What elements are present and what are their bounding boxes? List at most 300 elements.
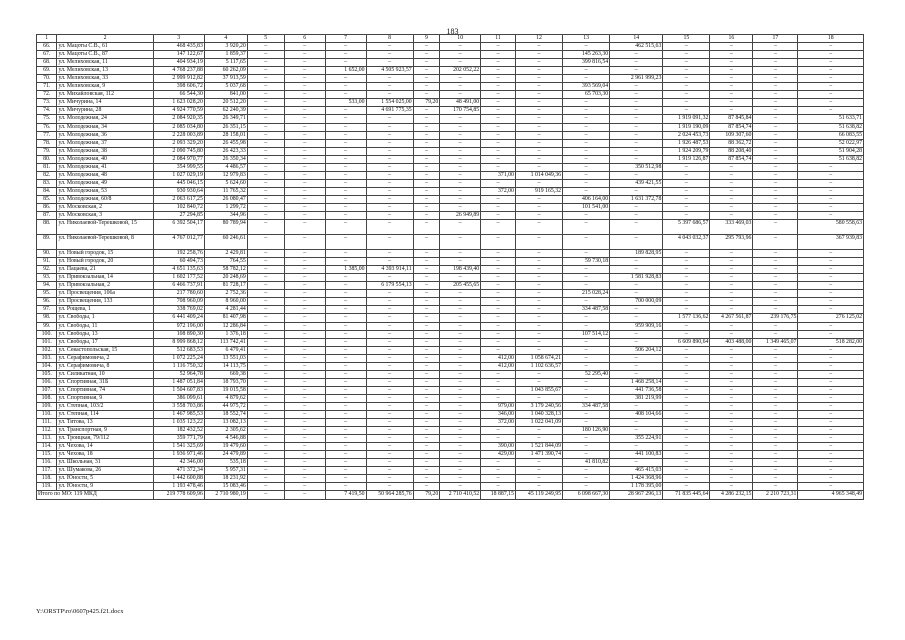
table-cell: –: [663, 274, 710, 282]
table-cell: –: [753, 467, 798, 475]
table-cell: –: [440, 131, 481, 139]
table-cell: –: [663, 43, 710, 51]
table-cell: –: [563, 483, 610, 491]
table-cell: 19 015,58: [204, 386, 247, 394]
table-cell: –: [440, 220, 481, 235]
table-cell: –: [284, 491, 325, 499]
table-cell: –: [413, 147, 440, 155]
table-cell: –: [413, 195, 440, 203]
table-row: [37, 203, 864, 211]
table-cell: 2 085 034,80: [153, 123, 204, 131]
table-cell: 114.: [37, 443, 57, 451]
table-cell: 51 638,82: [798, 155, 864, 163]
table-cell: –: [610, 235, 663, 250]
table-cell: –: [325, 195, 366, 203]
table-cell: –: [798, 435, 864, 443]
table-cell: ул. Титова, 13: [57, 419, 153, 427]
table-cell: –: [753, 43, 798, 51]
table-cell: –: [413, 258, 440, 266]
table-cell: 26 349,71: [204, 115, 247, 123]
table-row: [37, 212, 864, 220]
table-cell: –: [325, 330, 366, 338]
table-cell: –: [798, 370, 864, 378]
table-cell: –: [710, 212, 753, 220]
table-cell: –: [515, 235, 562, 250]
table-cell: –: [710, 179, 753, 187]
table-cell: –: [366, 274, 413, 282]
table-cell: 44 975,72: [204, 402, 247, 410]
table-cell: –: [413, 443, 440, 451]
table-cell: –: [247, 212, 284, 220]
table-cell: 1 058 674,21: [515, 354, 562, 362]
table-cell: 1 102 636,57: [515, 362, 562, 370]
table-cell: –: [481, 467, 516, 475]
table-cell: –: [440, 306, 481, 314]
table-cell: –: [325, 131, 366, 139]
table-cell: –: [610, 443, 663, 451]
table-cell: –: [610, 99, 663, 107]
table-cell: –: [247, 43, 284, 51]
table-cell: 406 164,00: [563, 195, 610, 203]
table-cell: –: [798, 306, 864, 314]
table-cell: –: [563, 322, 610, 330]
table-cell: –: [284, 322, 325, 330]
table-cell: –: [440, 459, 481, 467]
table-cell: –: [247, 419, 284, 427]
table-row: [37, 419, 864, 427]
table-cell: –: [663, 475, 710, 483]
table-row: [37, 171, 864, 179]
table-cell: –: [247, 171, 284, 179]
table-cell: –: [753, 179, 798, 187]
table-cell: –: [515, 467, 562, 475]
table-cell: –: [515, 459, 562, 467]
table-cell: –: [440, 155, 481, 163]
table-cell: 111.: [37, 419, 57, 427]
table-cell: –: [663, 443, 710, 451]
table-cell: 90.: [37, 250, 57, 258]
table-cell: –: [663, 306, 710, 314]
table-cell: ул. Шумакова, 26: [57, 467, 153, 475]
table-cell: –: [563, 212, 610, 220]
table-cell: 2 999 912,82: [153, 75, 204, 83]
table-cell: 441 736,58: [610, 386, 663, 394]
table-cell: 26 455,98: [204, 139, 247, 147]
table-row: [37, 402, 864, 410]
table-cell: 79,20: [413, 491, 440, 499]
table-cell: –: [798, 107, 864, 115]
table-cell: –: [663, 258, 710, 266]
table-cell: –: [366, 298, 413, 306]
table-cell: ул. Рощева, 1: [57, 306, 153, 314]
table-cell: –: [798, 411, 864, 419]
table-cell: 6 466 737,91: [153, 282, 204, 290]
table-cell: ул. Юности, 5: [57, 475, 153, 483]
table-cell: –: [515, 179, 562, 187]
table-cell: –: [413, 43, 440, 51]
table-cell: 113.: [37, 435, 57, 443]
table-cell: 98.: [37, 314, 57, 322]
table-cell: 1 424 368,96: [610, 475, 663, 483]
table-cell: 2 710 410,52: [440, 491, 481, 499]
table-cell: –: [440, 75, 481, 83]
table-row: [37, 107, 864, 115]
table-row: [37, 266, 864, 274]
table-cell: –: [563, 139, 610, 147]
table-cell: –: [413, 107, 440, 115]
table-cell: –: [515, 250, 562, 258]
table-cell: –: [610, 282, 663, 290]
table-cell: –: [325, 147, 366, 155]
table-cell: ул. Просвещения, 133: [57, 298, 153, 306]
table-cell: –: [284, 427, 325, 435]
table-cell: 4: [204, 35, 247, 43]
table-cell: 346,00: [481, 411, 516, 419]
table-cell: 8 999 868,12: [153, 338, 204, 346]
table-cell: –: [366, 411, 413, 419]
table-cell: –: [325, 75, 366, 83]
table-cell: –: [325, 155, 366, 163]
table-cell: 18 887,15: [481, 491, 516, 499]
table-row: [37, 91, 864, 99]
table-cell: 1 385,00: [325, 266, 366, 274]
table-cell: –: [753, 370, 798, 378]
table-cell: –: [710, 282, 753, 290]
table-cell: 24 479,89: [204, 451, 247, 459]
table-row: [37, 451, 864, 459]
table-cell: –: [325, 346, 366, 354]
table-cell: –: [753, 147, 798, 155]
table-cell: –: [247, 314, 284, 322]
table-cell: 2 084 970,77: [153, 155, 204, 163]
table-cell: 2 063 617,25: [153, 195, 204, 203]
table-cell: 86.: [37, 203, 57, 211]
table-cell: –: [481, 338, 516, 346]
table-cell: 4 879,62: [204, 394, 247, 402]
table-cell: –: [515, 338, 562, 346]
table-cell: –: [753, 386, 798, 394]
table-cell: –: [481, 330, 516, 338]
table-cell: 80 789,94: [204, 220, 247, 235]
table-cell: 512 683,53: [153, 346, 204, 354]
table-cell: –: [515, 131, 562, 139]
table-cell: 338 769,02: [153, 306, 204, 314]
table-cell: –: [515, 203, 562, 211]
table-cell: –: [413, 123, 440, 131]
table-cell: –: [284, 123, 325, 131]
table-cell: 2 093 329,20: [153, 139, 204, 147]
table-cell: 1 652,00: [325, 67, 366, 75]
table-cell: 105.: [37, 370, 57, 378]
table-cell: ул. Свободы, 1: [57, 314, 153, 322]
table-cell: 17: [753, 35, 798, 43]
table-cell: –: [563, 155, 610, 163]
table-cell: –: [284, 187, 325, 195]
table-cell: 1 521 844,09: [515, 443, 562, 451]
table-cell: 219 778 609,96: [153, 491, 204, 499]
table-cell: 118.: [37, 475, 57, 483]
table-cell: –: [413, 212, 440, 220]
table-cell: –: [440, 322, 481, 330]
table-cell: –: [247, 203, 284, 211]
table-cell: –: [753, 435, 798, 443]
table-row: [37, 51, 864, 59]
table-cell: –: [413, 91, 440, 99]
table-cell: –: [284, 163, 325, 171]
table-row: [37, 139, 864, 147]
table-cell: –: [610, 107, 663, 115]
table-cell: –: [284, 43, 325, 51]
table-cell: ул. Серафимовича, 8: [57, 362, 153, 370]
table-cell: 465 415,03: [610, 467, 663, 475]
table-cell: 381 219,99: [610, 394, 663, 402]
table-row: [37, 483, 864, 491]
table-cell: –: [440, 179, 481, 187]
table-cell: 59 730,18: [563, 258, 610, 266]
table-cell: –: [663, 75, 710, 83]
table-cell: –: [563, 298, 610, 306]
table-cell: 8: [366, 35, 413, 43]
table-cell: –: [247, 298, 284, 306]
table-cell: 4 546,88: [204, 435, 247, 443]
table-cell: –: [366, 346, 413, 354]
table-cell: –: [284, 139, 325, 147]
table-cell: –: [325, 338, 366, 346]
table-cell: –: [284, 483, 325, 491]
table-cell: –: [753, 123, 798, 131]
table-cell: –: [440, 51, 481, 59]
table-cell: –: [284, 330, 325, 338]
table-cell: 71 835 445,64: [663, 491, 710, 499]
table-cell: –: [247, 258, 284, 266]
table-cell: –: [798, 187, 864, 195]
table-cell: –: [413, 220, 440, 235]
table-cell: –: [366, 139, 413, 147]
table-cell: 18 231,92: [204, 475, 247, 483]
table-cell: 52 964,78: [153, 370, 204, 378]
table-cell: 2 024 453,73: [663, 131, 710, 139]
table-cell: 6 609 890,64: [663, 338, 710, 346]
table-cell: –: [413, 451, 440, 459]
table-cell: –: [515, 163, 562, 171]
table-cell: 96.: [37, 298, 57, 306]
table-cell: –: [325, 483, 366, 491]
table-cell: –: [440, 235, 481, 250]
table-cell: ул. Молодежная, 48: [57, 171, 153, 179]
table-cell: –: [798, 99, 864, 107]
table-cell: –: [284, 451, 325, 459]
table-row: [37, 354, 864, 362]
table-row: [37, 59, 864, 67]
table-cell: –: [440, 435, 481, 443]
table-cell: 79,20: [413, 99, 440, 107]
table-cell: 398 606,72: [153, 83, 204, 91]
table-cell: 11: [481, 35, 516, 43]
table-cell: 81 407,98: [204, 314, 247, 322]
table-cell: –: [753, 235, 798, 250]
table-cell: 42 346,00: [153, 459, 204, 467]
table-cell: –: [413, 155, 440, 163]
table-cell: 1 602 177,52: [153, 274, 204, 282]
table-cell: –: [663, 435, 710, 443]
table-cell: 239 176,75: [753, 314, 798, 322]
table-cell: 4 651 135,63: [153, 266, 204, 274]
table-cell: 1 299,72: [204, 203, 247, 211]
table-cell: –: [325, 91, 366, 99]
table-cell: 700 000,09: [610, 298, 663, 306]
table-cell: –: [440, 298, 481, 306]
table-row: [37, 435, 864, 443]
table-cell: –: [610, 155, 663, 163]
table-cell: 1 581 928,83: [610, 274, 663, 282]
table-cell: 959 909,16: [610, 322, 663, 330]
table-cell: –: [798, 266, 864, 274]
table-cell: 18 552,74: [204, 411, 247, 419]
table-cell: 764,55: [204, 258, 247, 266]
table-cell: 445 046,15: [153, 179, 204, 187]
table-cell: –: [247, 483, 284, 491]
table-cell: 91.: [37, 258, 57, 266]
table-cell: 85.: [37, 195, 57, 203]
table-cell: –: [366, 467, 413, 475]
table-row: [37, 83, 864, 91]
table-cell: –: [440, 43, 481, 51]
table-cell: –: [366, 235, 413, 250]
table-cell: –: [440, 83, 481, 91]
table-cell: –: [753, 322, 798, 330]
table-cell: –: [710, 467, 753, 475]
table-cell: –: [284, 386, 325, 394]
table-cell: –: [563, 67, 610, 75]
table-cell: –: [247, 459, 284, 467]
table-cell: –: [440, 338, 481, 346]
table-row: [37, 443, 864, 451]
table-cell: –: [284, 282, 325, 290]
table-cell: –: [440, 274, 481, 282]
table-cell: 60 494,73: [153, 258, 204, 266]
table-cell: –: [710, 298, 753, 306]
table-cell: –: [563, 250, 610, 258]
table-cell: –: [413, 362, 440, 370]
table-cell: –: [753, 354, 798, 362]
table-cell: 67.: [37, 51, 57, 59]
table-cell: –: [710, 435, 753, 443]
table-cell: –: [413, 51, 440, 59]
table-cell: –: [366, 370, 413, 378]
table-cell: –: [610, 314, 663, 322]
table-cell: –: [247, 354, 284, 362]
table-row: [37, 282, 864, 290]
table-cell: –: [284, 107, 325, 115]
table-cell: –: [610, 290, 663, 298]
table-cell: –: [663, 203, 710, 211]
table-cell: 3 920,20: [204, 43, 247, 51]
table-cell: –: [753, 139, 798, 147]
table-cell: –: [710, 83, 753, 91]
table-cell: 102.: [37, 346, 57, 354]
table-cell: –: [563, 411, 610, 419]
table-cell: –: [481, 195, 516, 203]
table-cell: –: [610, 306, 663, 314]
table-cell: –: [515, 212, 562, 220]
table-cell: 1 919 126,87: [663, 155, 710, 163]
table-cell: –: [247, 475, 284, 483]
table-cell: 97.: [37, 306, 57, 314]
table-cell: –: [247, 91, 284, 99]
table-cell: –: [563, 346, 610, 354]
table-cell: 51 904,28: [798, 147, 864, 155]
table-cell: –: [247, 378, 284, 386]
table-row: [37, 43, 864, 51]
table-cell: –: [325, 370, 366, 378]
total-row: [37, 491, 864, 499]
table-cell: –: [563, 475, 610, 483]
table-cell: 10: [440, 35, 481, 43]
table-cell: ул. Чехова, 14: [57, 443, 153, 451]
table-cell: 5 397 686,57: [663, 220, 710, 235]
table-cell: 28 158,01: [204, 131, 247, 139]
table-cell: –: [753, 99, 798, 107]
table-cell: –: [284, 235, 325, 250]
table-cell: –: [798, 427, 864, 435]
table-cell: –: [610, 220, 663, 235]
table-cell: –: [284, 394, 325, 402]
table-cell: –: [753, 402, 798, 410]
table-row: [37, 394, 864, 402]
table-cell: –: [366, 220, 413, 235]
table-cell: –: [663, 322, 710, 330]
table-row: [37, 179, 864, 187]
table-cell: 6: [284, 35, 325, 43]
table-cell: –: [440, 378, 481, 386]
table-cell: –: [515, 43, 562, 51]
table-cell: –: [284, 83, 325, 91]
table-cell: –: [366, 75, 413, 83]
table-cell: –: [413, 290, 440, 298]
table-cell: –: [481, 115, 516, 123]
table-cell: –: [798, 354, 864, 362]
table-cell: –: [247, 83, 284, 91]
table-header-row: [37, 35, 864, 43]
table-cell: 4 043 032,37: [663, 235, 710, 250]
table-cell: 60 262,09: [204, 67, 247, 75]
table-cell: –: [413, 378, 440, 386]
table-cell: –: [413, 411, 440, 419]
table-cell: 354 999,55: [153, 163, 204, 171]
table-cell: 359 771,79: [153, 435, 204, 443]
table-cell: –: [325, 290, 366, 298]
table-cell: –: [481, 220, 516, 235]
table-cell: –: [515, 378, 562, 386]
table-cell: –: [366, 451, 413, 459]
table-cell: –: [413, 274, 440, 282]
table-cell: 6 179 554,13: [366, 282, 413, 290]
table-cell: 972 196,00: [153, 322, 204, 330]
table-cell: –: [440, 346, 481, 354]
table-cell: 1 919 190,09: [663, 123, 710, 131]
table-cell: –: [247, 250, 284, 258]
table-cell: –: [440, 203, 481, 211]
table-cell: –: [798, 386, 864, 394]
table-cell: –: [663, 370, 710, 378]
table-cell: –: [481, 67, 516, 75]
table-cell: –: [753, 483, 798, 491]
table-cell: 27 294,85: [153, 212, 204, 220]
table-cell: –: [515, 115, 562, 123]
table-cell: –: [798, 443, 864, 451]
table-cell: –: [247, 107, 284, 115]
table-cell: –: [753, 220, 798, 235]
